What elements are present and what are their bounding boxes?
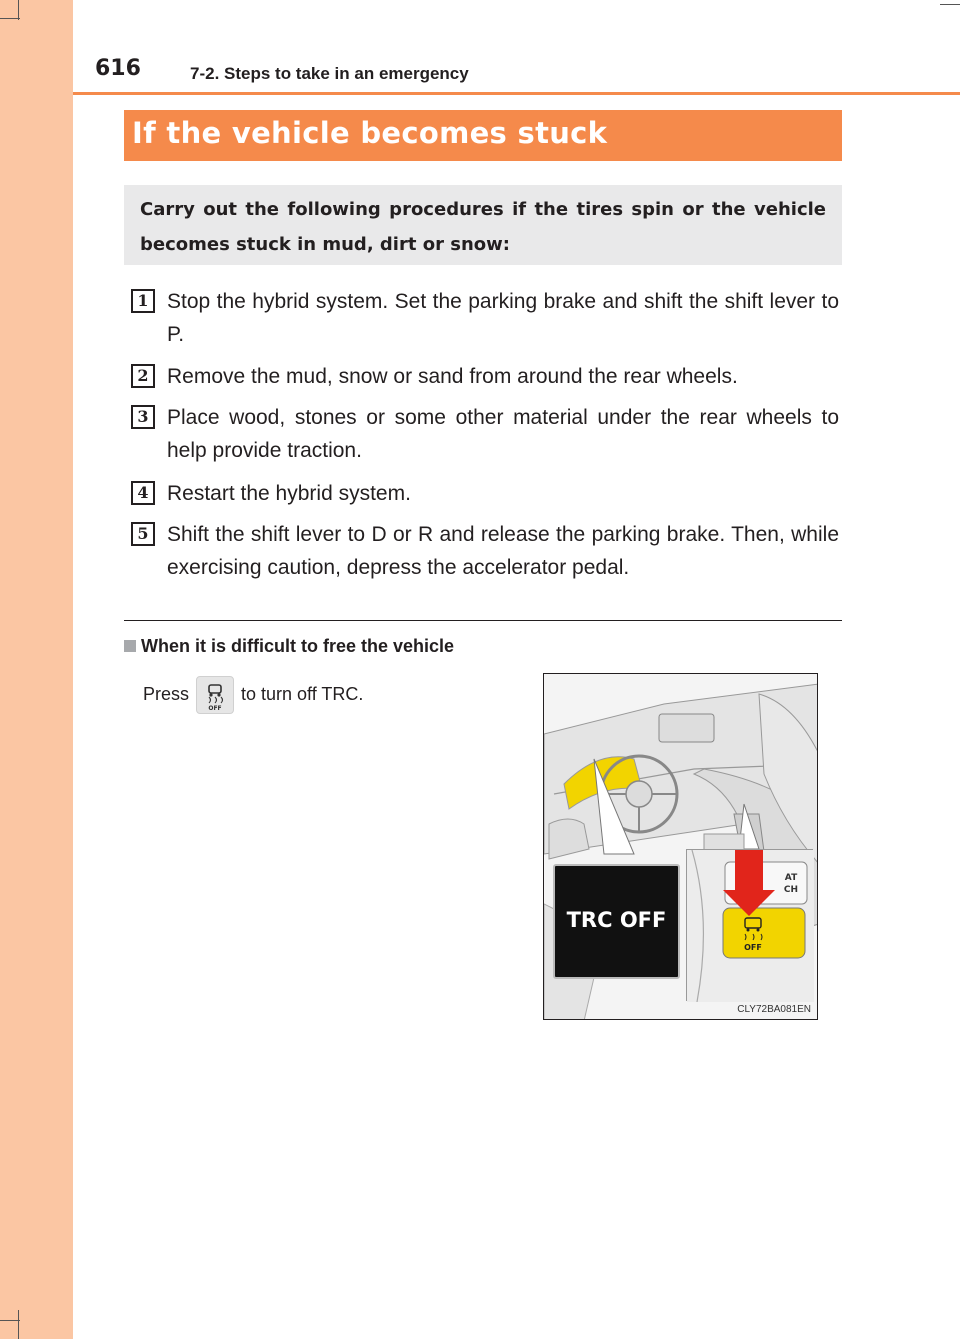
crop-mark-bottom-left-vertical [18,1310,19,1339]
title-bar [124,110,842,161]
side-band [0,0,73,1339]
trc-display-text: TRC OFF [566,908,667,932]
section-divider [124,620,842,621]
trc-off-indicator-display [553,864,680,979]
step-text-5: Shift the shift lever to D or R and release the parking brake. Then, while exercising caution, depress the accelerator pedal. [167,523,839,579]
step-number-1: 1 [131,289,155,313]
section-label: 7-2. Steps to take in an emergency [190,64,469,83]
switch-partial-text-bottom: CH [783,885,799,895]
intro-text: Carry out the following procedures if the tires spin or the vehicle becomes stuck in mud, dirt or snow: [140,199,826,255]
figure-caption: CLY72BA081EN [737,1004,811,1015]
page-title: If the vehicle becomes stuck [132,116,608,150]
dashboard-illustration [543,673,818,1020]
step-text-2: Remove the mud, snow or sand from around the rear wheels. [167,365,738,388]
step-text-4: Restart the hybrid system. [167,482,411,505]
square-bullet-icon [124,640,136,652]
step-text-3: Place wood, stones or some other material under the rear wheels to help provide traction. [167,406,839,462]
note-heading [124,636,454,657]
switch-off-label: OFF [744,943,762,952]
note-heading-text: When it is difficult to free the vehicle [141,636,455,656]
crop-mark-top-right [940,4,960,5]
step-number-2: 2 [131,364,155,388]
button-icon-label: OFF [208,705,222,712]
press-word: Press [143,684,190,704]
trc-switch-inset [686,849,813,1001]
header-rule [73,92,960,95]
switch-partial-text-top: AT [784,873,798,883]
crop-mark-bottom-left [0,1320,20,1321]
vehicle-skid-icon [197,677,233,713]
crop-mark-top-left-vertical [18,0,19,20]
page-number: 616 [95,56,141,81]
step-number-5: 5 [131,522,155,546]
intro-box [124,185,842,265]
step-text-1: Stop the hybrid system. Set the parking brake and shift the shift lever to P. [167,290,839,346]
trc-switch-drawing [687,850,814,1002]
step-number-4: 4 [131,481,155,505]
trc-off-switch [723,908,805,958]
step-number-3: 3 [131,405,155,429]
press-rest: to turn off TRC. [241,684,364,704]
crop-mark-top-left [0,18,20,19]
trc-off-switch-icon [196,676,234,714]
